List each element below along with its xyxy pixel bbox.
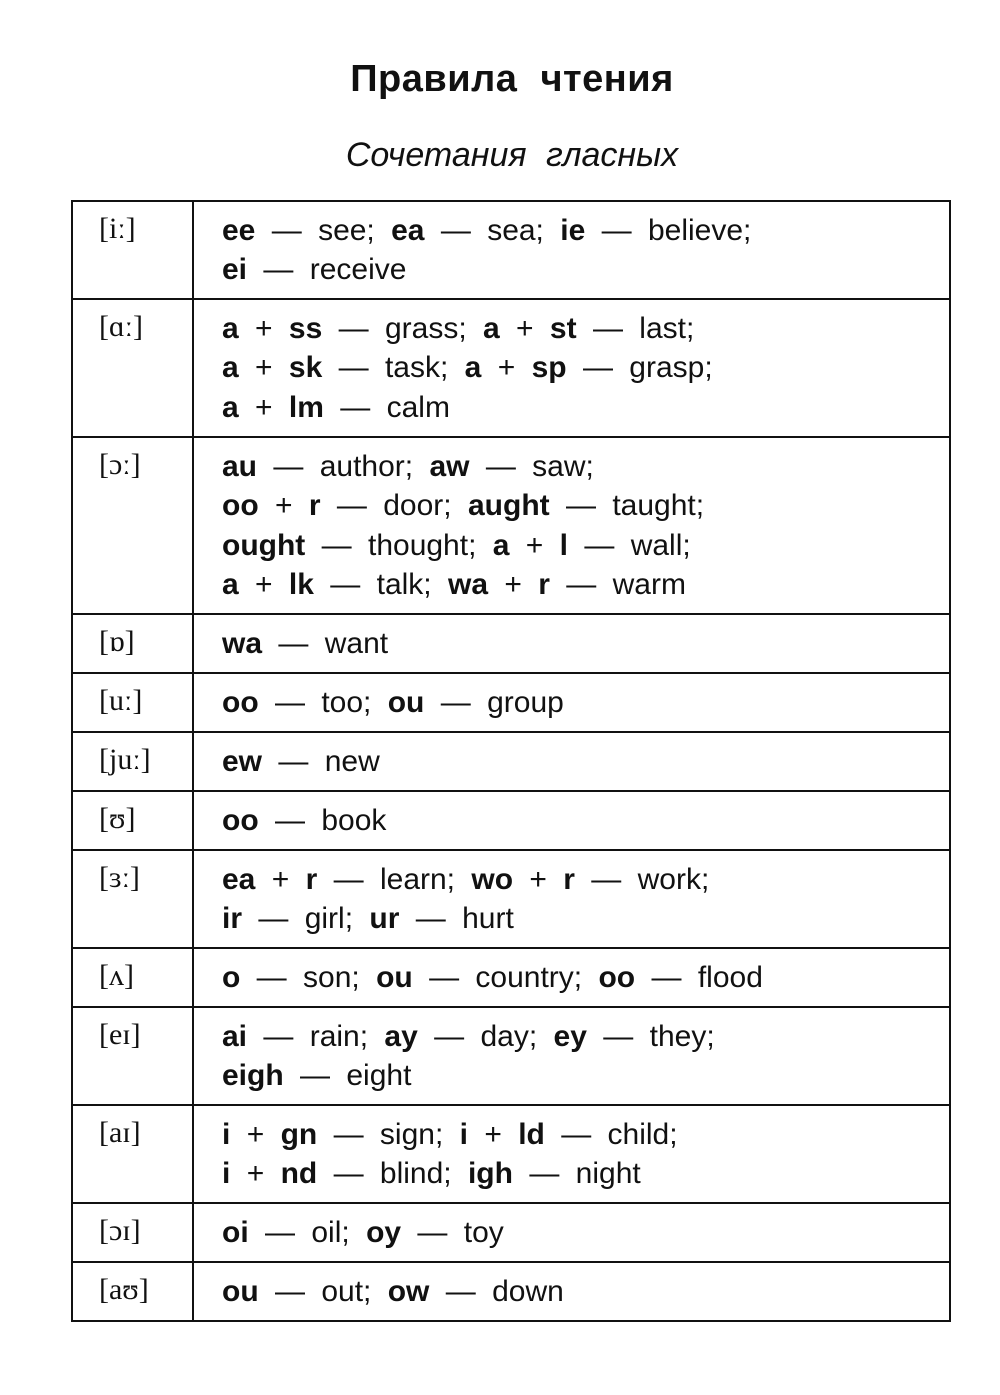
letter-combination: nd [280, 1157, 318, 1191]
rule-text: — [561, 1118, 592, 1151]
letter-combination: wo [471, 863, 514, 896]
letter-combination: sk [288, 351, 323, 385]
rule-text: — [278, 627, 309, 660]
rule-text: — [417, 1216, 448, 1249]
rule-text: — [415, 902, 446, 936]
rule-line [222, 486, 949, 525]
table-row [72, 732, 950, 791]
phonetic-symbol: [ɒ] [72, 614, 193, 673]
rule-text: saw; [532, 450, 594, 483]
rule-line [222, 1115, 949, 1154]
phonetic-symbol: [ɔɪ] [72, 1203, 193, 1262]
rule-line [222, 1056, 949, 1095]
rule-text: — [263, 253, 294, 287]
rule-line [222, 388, 949, 427]
rule-text: grass; [384, 312, 467, 345]
rule-text: eight [346, 1059, 412, 1093]
phonetic-symbol: [ɔː] [72, 437, 193, 614]
rule-text: — [338, 312, 369, 345]
rule-text: receive [309, 253, 407, 287]
rule-text: — [278, 745, 309, 778]
letter-combination: r [305, 863, 318, 896]
letter-combination: oy [366, 1216, 402, 1249]
rule-text: — [338, 351, 369, 385]
rule-line [222, 1213, 949, 1252]
rule-text: + [525, 528, 544, 562]
letter-combination: ay [384, 1020, 418, 1053]
phonetic-symbol: [ʌ] [72, 948, 193, 1007]
rule-text: warm [612, 567, 686, 601]
rule-line [222, 447, 949, 486]
letter-combination: lm [288, 390, 324, 424]
letter-combination: lk [288, 567, 314, 601]
rule-text: sea; [487, 214, 544, 247]
phonetic-symbol: [uː] [72, 673, 193, 732]
letter-combination: oo [222, 804, 259, 837]
rule-text: want [324, 627, 389, 660]
rule-text: — [275, 1275, 305, 1308]
rule-line [222, 624, 949, 663]
letter-combination: a [492, 528, 510, 562]
page-subtitle: Сочетания гласных [345, 136, 679, 174]
letter-combination: o [222, 961, 241, 994]
rule-text: + [275, 489, 293, 523]
rule-cell [193, 732, 950, 791]
letter-combination: a [222, 390, 239, 424]
rule-text: book [321, 804, 387, 837]
letter-combination: r [308, 489, 321, 523]
rule-text: child; [607, 1118, 678, 1151]
rule-text: — [651, 961, 682, 994]
letter-combination: i [222, 1118, 231, 1151]
letter-combination: ou [387, 686, 425, 719]
table-row [72, 673, 950, 732]
letter-combination: a [464, 351, 482, 385]
phonetic-symbol: [ʊ] [72, 791, 193, 850]
table-row [72, 948, 950, 1007]
rule-line [222, 860, 949, 899]
letter-combination: ei [222, 253, 248, 287]
letter-combination: sp [531, 351, 567, 385]
rule-line [222, 801, 949, 840]
table-row [72, 614, 950, 673]
rule-text: rain; [309, 1020, 369, 1053]
rule-text: flood [697, 961, 763, 994]
rule-line [222, 1272, 949, 1311]
table-row [72, 1105, 950, 1203]
rule-text: — [271, 214, 302, 247]
letter-combination: a [222, 312, 239, 345]
rule-text: + [504, 567, 522, 601]
table-row [72, 1007, 950, 1105]
rule-text: + [246, 1157, 265, 1191]
rule-text: — [440, 686, 471, 719]
rule-text: + [255, 351, 273, 385]
phonetic-symbol: [juː] [72, 732, 193, 791]
rule-line [222, 309, 949, 348]
rule-line [222, 958, 949, 997]
rule-text: calm [386, 390, 450, 424]
rule-text: down [492, 1275, 564, 1308]
rule-text: — [340, 390, 371, 424]
rule-text: task; [384, 351, 449, 385]
letter-combination: st [549, 312, 577, 345]
rule-text: — [275, 804, 305, 837]
letter-combination: ey [553, 1020, 587, 1053]
letter-combination: ie [560, 214, 586, 247]
letter-combination: ir [222, 902, 243, 936]
rule-cell [193, 299, 950, 437]
letter-combination: i [222, 1157, 231, 1191]
letter-combination: igh [467, 1157, 513, 1191]
rule-line [222, 899, 949, 938]
phonetic-symbol: [aɪ] [72, 1105, 193, 1203]
rule-text: grasp; [629, 351, 713, 385]
rule-text: last; [639, 312, 695, 345]
rule-text: — [275, 686, 305, 719]
rule-text: out; [321, 1275, 372, 1308]
rule-text: — [440, 214, 471, 247]
letter-combination: a [222, 351, 239, 385]
table-row [72, 1262, 950, 1321]
rule-text: — [529, 1157, 560, 1191]
phonetic-symbol: [iː] [72, 201, 193, 299]
rule-text: — [429, 961, 460, 994]
rule-text: — [333, 1157, 364, 1191]
rule-text: — [336, 489, 367, 523]
rule-text: — [258, 902, 289, 936]
rule-text: — [603, 1020, 634, 1053]
rule-text: — [434, 1020, 465, 1053]
rule-cell [193, 791, 950, 850]
phonetic-symbol: [ɑː] [72, 299, 193, 437]
rule-line [222, 526, 949, 565]
rule-text: they; [649, 1020, 715, 1053]
rule-cell [193, 948, 950, 1007]
rule-line [222, 348, 949, 387]
letter-combination: aw [429, 450, 470, 483]
rule-text: — [265, 1216, 296, 1249]
rule-text: — [300, 1059, 331, 1093]
table-row [72, 850, 950, 948]
rule-text: country; [475, 961, 583, 994]
rule-text: hurt [462, 902, 514, 936]
rule-line [222, 211, 949, 250]
rule-text: thought; [367, 528, 477, 562]
rule-text: blind; [379, 1157, 452, 1191]
rule-text: — [445, 1275, 476, 1308]
rule-text: son; [303, 961, 360, 994]
rule-text: day; [480, 1020, 538, 1053]
rule-text: oil; [311, 1216, 350, 1249]
rule-text: + [529, 863, 547, 896]
rule-text: + [246, 1118, 265, 1151]
letter-combination: wa [448, 567, 489, 601]
letter-combination: i [459, 1118, 468, 1151]
rule-text: — [256, 961, 287, 994]
letter-combination: au [222, 450, 258, 483]
rule-text: + [255, 567, 273, 601]
letter-combination: r [538, 567, 550, 601]
letter-combination: ow [387, 1275, 430, 1308]
rule-cell [193, 1007, 950, 1105]
letter-combination: oo [222, 686, 259, 719]
rule-text: toy [463, 1216, 504, 1249]
rule-text: — [485, 450, 516, 483]
letter-combination: a [222, 567, 239, 601]
phonetic-symbol: [eɪ] [72, 1007, 193, 1105]
rule-text: — [333, 863, 364, 896]
letter-combination: aught [467, 489, 550, 523]
letter-combination: l [559, 528, 569, 562]
rule-text: talk; [376, 567, 432, 601]
rule-line [222, 683, 949, 722]
rule-text: group [487, 686, 564, 719]
reading-rules-table [71, 200, 951, 1322]
table-row [72, 299, 950, 437]
rule-text: + [497, 351, 516, 385]
letter-combination: a [483, 312, 500, 345]
letter-combination: r [563, 863, 575, 896]
phonetic-symbol: [aʊ] [72, 1262, 193, 1321]
rule-text: — [333, 1118, 364, 1151]
phonetic-symbol: [ɜː] [72, 850, 193, 948]
rule-text: — [601, 214, 632, 247]
rule-cell [193, 437, 950, 614]
rule-text: — [591, 863, 622, 896]
rule-text: — [330, 567, 361, 601]
rule-cell [193, 850, 950, 948]
rule-text: girl; [304, 902, 354, 936]
page-title: Правила чтения [350, 58, 674, 100]
letter-combination: ai [222, 1020, 248, 1053]
rule-text: + [516, 312, 534, 345]
rule-line [222, 250, 949, 289]
letter-combination: ld [518, 1118, 545, 1151]
rule-text: + [255, 312, 273, 345]
rule-cell [193, 1105, 950, 1203]
rule-text: — [321, 528, 352, 562]
rule-text: night [575, 1157, 641, 1191]
rule-text: + [271, 863, 290, 896]
letter-combination: ew [222, 745, 263, 778]
rule-cell [193, 1262, 950, 1321]
rule-line [222, 1154, 949, 1193]
letter-combination: wa [222, 627, 263, 660]
rule-cell [193, 614, 950, 673]
rule-text: learn; [379, 863, 456, 896]
letter-combination: gn [280, 1118, 318, 1151]
letter-combination: oi [222, 1216, 249, 1249]
rule-text: — [566, 567, 597, 601]
rule-text: — [273, 450, 304, 483]
letter-combination: ou [222, 1275, 259, 1308]
rule-text: work; [637, 863, 710, 896]
rule-text: believe; [647, 214, 752, 247]
rule-text: + [255, 390, 273, 424]
letter-combination: ea [222, 863, 256, 896]
rule-text: too; [321, 686, 372, 719]
rule-text: — [582, 351, 613, 385]
letter-combination: ea [391, 214, 425, 247]
rule-line [222, 565, 949, 604]
rule-line [222, 1017, 949, 1056]
rule-text: new [324, 745, 380, 778]
letter-combination: ee [222, 214, 256, 247]
letter-combination: ur [369, 902, 400, 936]
rule-cell [193, 1203, 950, 1262]
table-row [72, 1203, 950, 1262]
rule-text: sign; [379, 1118, 444, 1151]
letter-combination: ss [288, 312, 323, 345]
rule-text: taught; [612, 489, 705, 523]
letter-combination: ou [376, 961, 413, 994]
rule-text: — [263, 1020, 294, 1053]
rule-line [222, 742, 949, 781]
table-row [72, 791, 950, 850]
rule-cell [193, 673, 950, 732]
rule-text: wall; [630, 528, 691, 562]
reading-rules-table-body [72, 201, 950, 1321]
rule-text: — [565, 489, 596, 523]
letter-combination: oo [598, 961, 636, 994]
letter-combination: oo [222, 489, 259, 523]
letter-combination: ought [222, 528, 306, 562]
table-row [72, 437, 950, 614]
rule-text: — [592, 312, 623, 345]
rule-text: see; [318, 214, 375, 247]
rule-text: — [584, 528, 615, 562]
rule-text: door; [383, 489, 452, 523]
rule-text: + [484, 1118, 502, 1151]
rule-text: author; [319, 450, 414, 483]
table-row [72, 201, 950, 299]
rule-cell [193, 201, 950, 299]
letter-combination: eigh [222, 1059, 284, 1093]
